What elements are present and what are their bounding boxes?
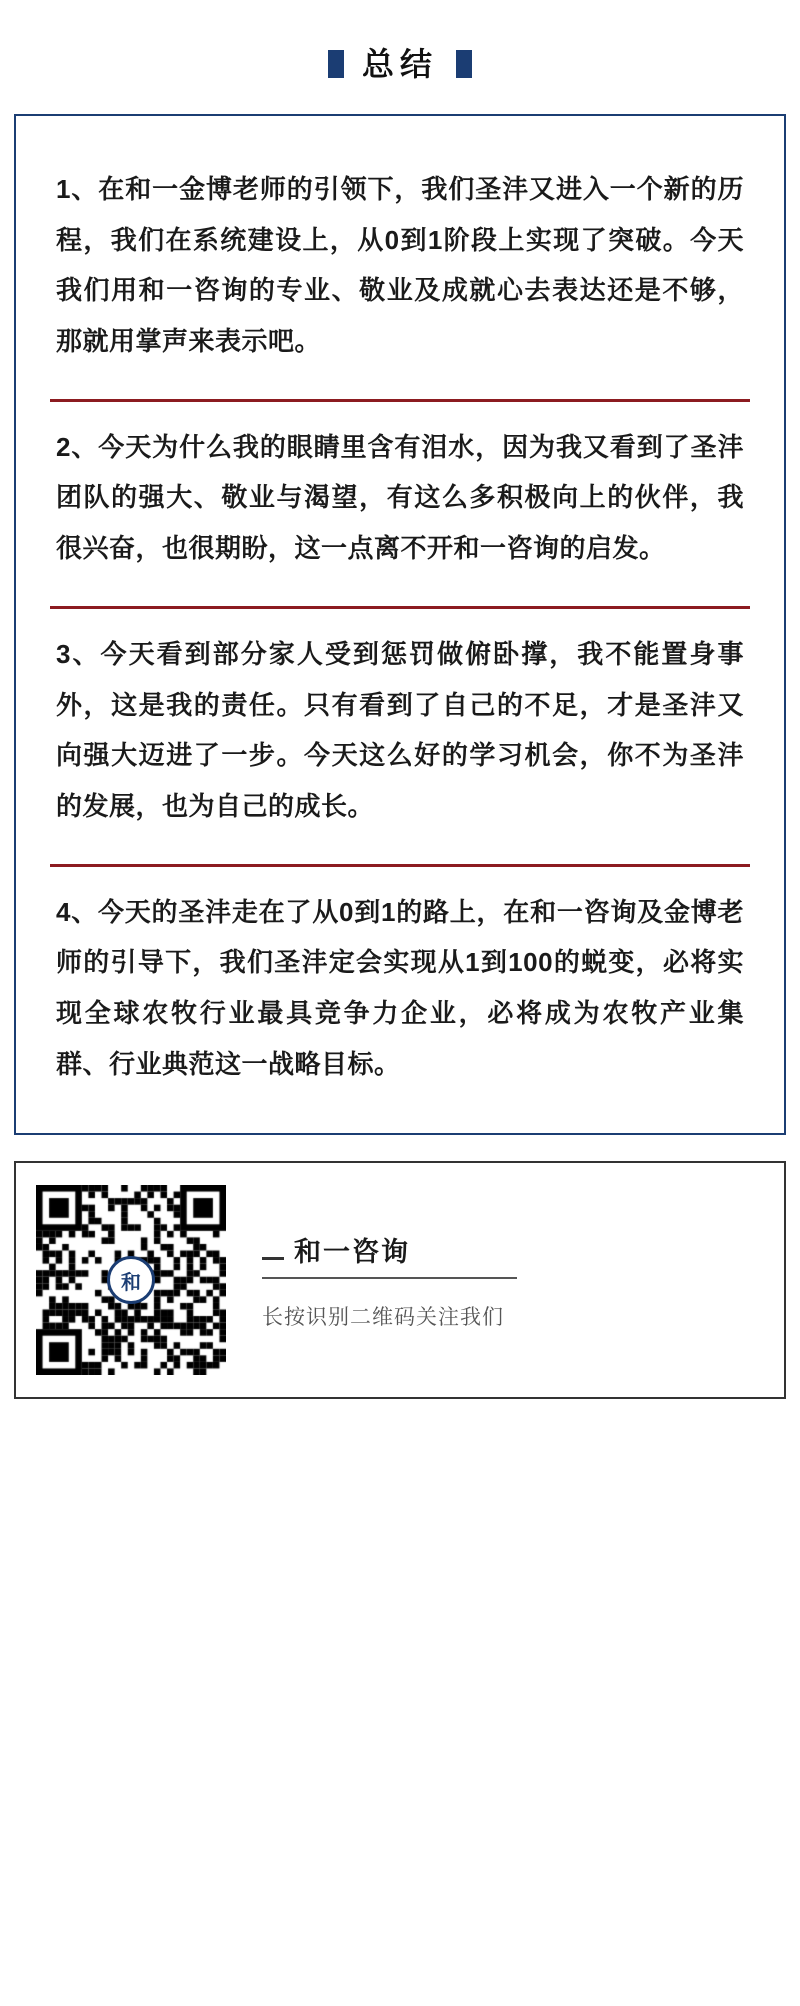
brand-dash-icon bbox=[262, 1257, 284, 1260]
paragraph-4: 4、今天的圣沣走在了从0到1的路上，在和一咨询及金博老师的引导下，我们圣沣定会实现从1到100的蜕变，必将实现全球农牧行业最具竞争力企业，必将成为农牧产业集群、行业典范这一战略目标。 bbox=[56, 896, 744, 1079]
paragraph-3: 3、今天看到部分家人受到惩罚做俯卧撑，我不能置身事外，这是我的责任。只有看到了自己的不足，才是圣沣又向强大迈进了一步。今天这么好的学习机会，你不为圣沣的发展，也为自己的成长。 bbox=[56, 638, 744, 821]
qr-logo-icon: 和 bbox=[107, 1256, 155, 1304]
footer-hint: 长按识别二维码关注我们 bbox=[262, 1305, 504, 1329]
divider-1 bbox=[50, 399, 750, 402]
page-header bbox=[0, 0, 800, 114]
divider-2 bbox=[50, 606, 750, 609]
brand-row bbox=[262, 1230, 517, 1279]
content-panel bbox=[14, 114, 786, 1135]
header-mark-left-icon bbox=[328, 50, 344, 78]
header-mark-right-icon bbox=[456, 50, 472, 78]
paragraph-1: 1、在和一金博老师的引领下，我们圣沣又进入一个新的历程，我们在系统建设上，从0到1阶段上实现了突破。今天我们用和一咨询的专业、敬业及成就心去表达还是不够，那就用掌声来表示吧。 bbox=[56, 174, 744, 357]
page-title: 总结 bbox=[361, 46, 438, 82]
footer-card bbox=[14, 1161, 786, 1399]
divider-3 bbox=[50, 864, 750, 867]
brand-name: 和一咨询 bbox=[294, 1236, 410, 1267]
paragraph-2: 2、今天为什么我的眼睛里含有泪水，因为我又看到了圣沣团队的强大、敬业与渴望，有这么多积极向上的伙伴，我很兴奋，也很期盼，这一点离不开和一咨询的启发。 bbox=[56, 431, 744, 564]
qr-code-image[interactable] bbox=[36, 1185, 226, 1375]
footer-text-block bbox=[252, 1230, 764, 1331]
